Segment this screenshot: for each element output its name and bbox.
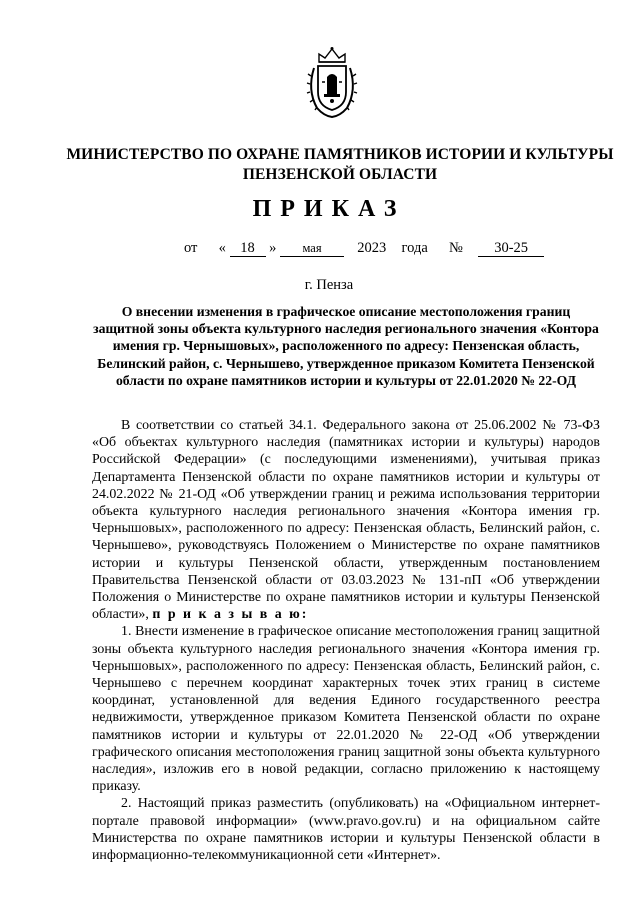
preamble-text: В соответствии со статьей 34.1. Федерального закона от 25.06.2002 № 73-ФЗ «Об объектах культурного наследия (памятниках истории и культуры) народов Российской Федерации» (с последующими изменениями), учитывая приказ Департамента Пензенской области по охране памятников истории и культуры от 24.02.2022 № 21-ОД «Об утверждении границ и режима использования территории объекта культурного наследия регионального значения «Контора имения гр. Чернышовых», расположенного по адресу: Пензенская область, Белинский район, с. Чернышево», руководствуясь Положением о Министерстве по охране памятников истории и культуры Пензенской области, утвержденным постановлением Правительства Пензенской области от 03.03.2023 № 131-пП «Об утверждении Положения о Министерстве по охране памятников истории и культуры Пензенской области»,: [92, 418, 600, 623]
date-year-label: года: [401, 240, 428, 256]
date-year: 2023: [357, 240, 387, 256]
item-2-paragraph: 2. Настоящий приказ разместить (опубликовать) на «Официальном интернет-портале правовой информации» (www.pravo.gov.ru) и на официальном сайте Министерства по охране памятников истории и культуры Пензенской области в информационно-телекоммуникационной сети «Интернет».: [92, 796, 600, 864]
ministry-name: МИНИСТЕРСТВО ПО ОХРАНЕ ПАМЯТНИКОВ ИСТОРИИ И КУЛЬТУРЫ ПЕНЗЕНСКОЙ ОБЛАСТИ: [66, 146, 614, 183]
preamble-paragraph: [92, 417, 600, 623]
order-subject: О внесении изменения в графическое описание местоположения границ защитной зоны объекта культурного наследия регионального значения «Контора имения гр. Чернышовых», расположенного по адресу: Пензенская область, Белинский район, с. Чернышево, утвержденное приказом Комитета Пензенской области по охране памятников истории и культуры от 22.01.2020 № 22-ОД: [93, 304, 599, 388]
date-from-label: от: [184, 240, 198, 256]
date-close-quote: »: [269, 240, 277, 256]
order-word: п р и к а з ы в а ю:: [152, 607, 309, 623]
order-number: 30-25: [478, 241, 544, 257]
date-open-quote: «: [218, 240, 226, 256]
coat-of-arms-icon: [305, 46, 359, 120]
item-1-paragraph: 1. Внести изменение в графическое описание местоположения границ защитной зоны объекта культурного наследия регионального значения «Контора имения гр. Чернышовых», расположенного по адресу: Пензенская область, Белинский район, с. Чернышево с перечнем координат характерных точек этих границ в системе координат, установленной для ведения Единого государственного реестра недвижимости, утвержденное приказом Комитета Пензенской области по охране памятников истории и культуры от 22.01.2020 № 22-ОД «Об утверждении графического описания местоположения границ защитной зоны объекта культурного наследия», изложив его в новой редакции, согласно приложению к настоящему приказу.: [92, 624, 600, 795]
document-type-title: ПРИКАЗ: [252, 196, 406, 222]
order-date-line: [184, 240, 544, 257]
date-month: мая: [280, 241, 344, 257]
city-name: г. Пенза: [304, 277, 354, 293]
date-day: 18: [230, 241, 266, 257]
order-number-label: №: [449, 240, 463, 256]
order-body: [92, 417, 600, 864]
